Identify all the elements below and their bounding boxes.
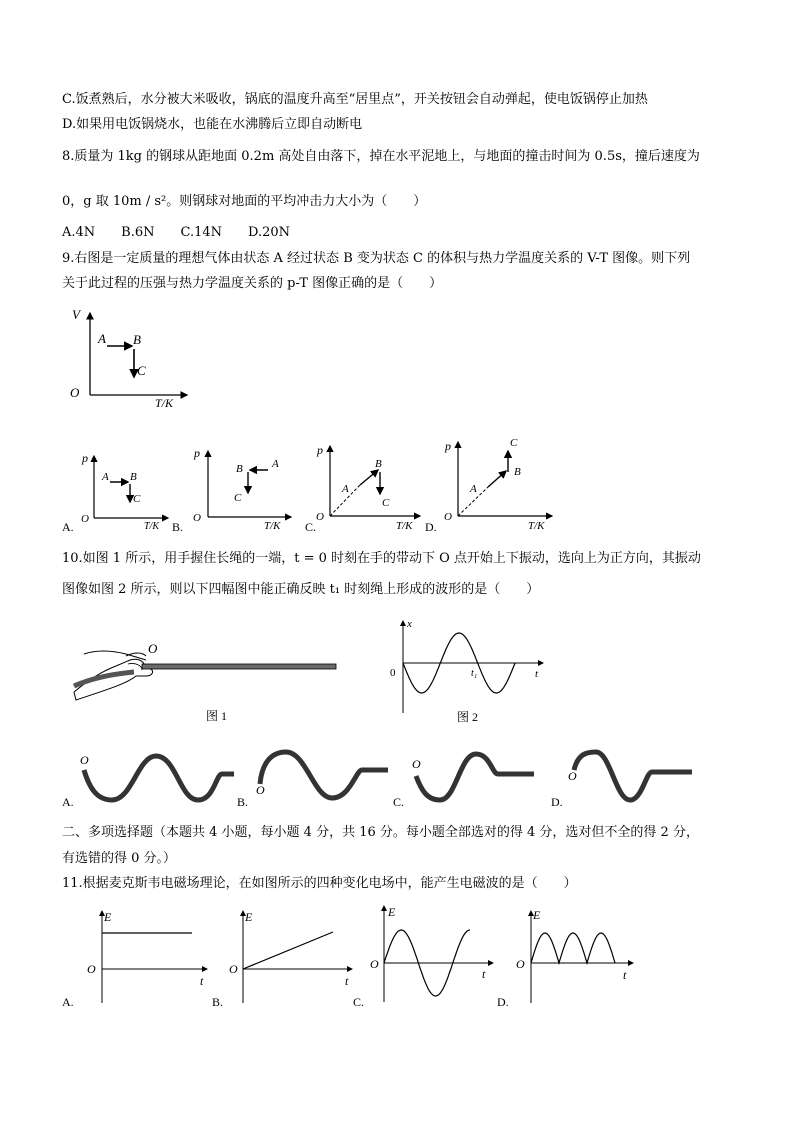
svg-text:T/K: T/K bbox=[144, 521, 160, 530]
svg-text:B: B bbox=[236, 463, 243, 475]
q10-option-b-wave bbox=[252, 748, 392, 808]
svg-text:x: x bbox=[407, 618, 412, 630]
q9-option-b-label[interactable]: B. bbox=[172, 520, 184, 534]
q10-option-c-wave bbox=[408, 748, 538, 808]
q10-option-a-wave bbox=[76, 748, 236, 808]
section-2-heading: 二、多项选择题（本题共 4 小题，每小题 4 分，共 16 分。每小题全部选对的得 4 分，选对但不全的得 2 分， bbox=[62, 825, 699, 840]
q9-option-d-label[interactable]: D. bbox=[425, 520, 437, 534]
svg-text:B: B bbox=[514, 466, 521, 478]
figure-1-caption: 图 1 bbox=[206, 709, 228, 723]
q10-figure-1-rope bbox=[66, 620, 346, 730]
svg-text:O: O bbox=[370, 957, 379, 971]
svg-text:T/K: T/K bbox=[396, 520, 413, 530]
q7-option-d: D.如果用电饭锅烧水，也能在水沸腾后立即自动断电 bbox=[62, 117, 363, 132]
q9-stem: 9.右图是一定质量的理想气体由状态 A 经过状态 B 变为状态 C 的体积与热力学温度关系的 V-T 图像。则下列 bbox=[62, 251, 691, 266]
svg-text:O: O bbox=[444, 511, 452, 523]
svg-text:B: B bbox=[130, 471, 137, 483]
svg-text:O: O bbox=[80, 753, 89, 767]
svg-text:C: C bbox=[510, 437, 518, 449]
q11-option-c-et-graph bbox=[368, 900, 498, 1005]
svg-text:T/K: T/K bbox=[528, 520, 545, 530]
svg-text:O: O bbox=[193, 512, 201, 524]
q7-option-c: C.饭煮熟后，水分被大米吸收，锅底的温度升高至“居里点”，开关按钮会自动弹起，使电饭锅停止加热 bbox=[62, 92, 648, 107]
svg-text:O: O bbox=[229, 962, 238, 976]
svg-text:C: C bbox=[382, 497, 390, 509]
axis-label-tk: T/K bbox=[155, 396, 174, 410]
svg-text:p: p bbox=[82, 451, 88, 465]
q9-stem-cont: 关于此过程的压强与热力学温度关系的 p-T 图像正确的是（ ） bbox=[62, 276, 443, 291]
q11-option-c-label[interactable]: C. bbox=[353, 995, 365, 1009]
figure-2-caption: 图 2 bbox=[457, 710, 479, 724]
svg-text:E: E bbox=[388, 905, 396, 919]
svg-text:E: E bbox=[533, 908, 541, 922]
svg-text:A: A bbox=[470, 483, 477, 495]
q9-option-b-graph bbox=[188, 445, 293, 530]
q10-stem: 10.如图 1 所示，用手握住长绳的一端，t = 0 时刻在手的带动下 O 点开始上下振动，选向上为正方向，其振动 bbox=[62, 551, 701, 566]
svg-text:E: E bbox=[245, 910, 253, 924]
svg-text:A: A bbox=[272, 458, 279, 470]
q11-option-a-et-graph bbox=[82, 905, 212, 1005]
svg-text:t: t bbox=[200, 974, 204, 988]
svg-text:O: O bbox=[412, 757, 421, 771]
point-b: B bbox=[133, 332, 141, 347]
svg-text:t: t bbox=[623, 968, 627, 982]
svg-text:T/K: T/K bbox=[264, 520, 281, 530]
svg-text:t₁: t₁ bbox=[471, 668, 478, 679]
svg-text:A: A bbox=[342, 483, 349, 495]
q10-option-d-label[interactable]: D. bbox=[551, 795, 563, 809]
q9-vt-graph bbox=[62, 305, 192, 410]
q11-option-b-et-graph bbox=[227, 905, 357, 1005]
point-o-rope: O bbox=[148, 641, 158, 656]
q10-option-d-wave bbox=[566, 748, 696, 808]
q11-option-a-label[interactable]: A. bbox=[62, 995, 74, 1009]
svg-text:p: p bbox=[445, 439, 451, 453]
point-a: A bbox=[98, 331, 106, 346]
svg-text:0: 0 bbox=[390, 667, 396, 679]
q10-option-c-label[interactable]: C. bbox=[393, 795, 405, 809]
svg-text:O: O bbox=[516, 957, 525, 971]
svg-text:O: O bbox=[256, 783, 265, 797]
q11-option-b-label[interactable]: B. bbox=[212, 995, 224, 1009]
q11-stem: 11.根据麦克斯韦电磁场理论，在如图所示的四种变化电场中，能产生电磁波的是（ ） bbox=[62, 876, 577, 891]
svg-text:C: C bbox=[234, 492, 242, 504]
q8-stem: 8.质量为 1kg 的钢球从距地面 0.2m 高处自由落下，掉在水平泥地上，与地面的撞击时间为 0.5s，撞后速度为 bbox=[62, 149, 700, 164]
svg-text:A: A bbox=[102, 471, 109, 483]
q10-option-b-label[interactable]: B. bbox=[237, 795, 249, 809]
q9-option-a-label[interactable]: A. bbox=[62, 520, 74, 534]
q11-option-d-label[interactable]: D. bbox=[497, 995, 509, 1009]
q10-stem-cont: 图像如图 2 所示，则以下四幅图中能正确反映 t₁ 时刻绳上形成的波形的是（ ） bbox=[62, 582, 540, 597]
svg-text:t: t bbox=[482, 967, 486, 981]
svg-text:p: p bbox=[317, 443, 323, 457]
q11-option-d-et-graph bbox=[513, 905, 638, 1005]
q8-options: A.4N B.6N C.14N D.20N bbox=[62, 225, 291, 240]
svg-text:C: C bbox=[133, 493, 141, 505]
section-2-heading-cont: 有选错的得 0 分。） bbox=[62, 851, 177, 866]
svg-text:O: O bbox=[81, 513, 89, 525]
q9-option-a-graph bbox=[78, 450, 170, 530]
svg-text:E: E bbox=[104, 910, 112, 924]
svg-text:t: t bbox=[535, 668, 539, 680]
axis-label-o: O bbox=[70, 385, 80, 400]
q9-option-c-graph bbox=[312, 440, 422, 530]
svg-text:O: O bbox=[316, 511, 324, 523]
q9-option-c-label[interactable]: C. bbox=[305, 520, 317, 534]
svg-text:O: O bbox=[568, 769, 577, 783]
axis-label-v: V bbox=[72, 307, 80, 322]
q8-stem-cont: 0，g 取 10m / s²。则钢球对地面的平均冲击力大小为（ ） bbox=[62, 194, 427, 209]
svg-text:B: B bbox=[375, 458, 382, 470]
q9-option-d-graph bbox=[440, 432, 555, 530]
q10-figure-2-xt-graph bbox=[385, 615, 550, 725]
svg-text:p: p bbox=[194, 446, 200, 460]
svg-text:O: O bbox=[87, 962, 96, 976]
svg-text:t: t bbox=[345, 974, 349, 988]
point-c: C bbox=[137, 363, 146, 378]
q10-option-a-label[interactable]: A. bbox=[62, 795, 74, 809]
